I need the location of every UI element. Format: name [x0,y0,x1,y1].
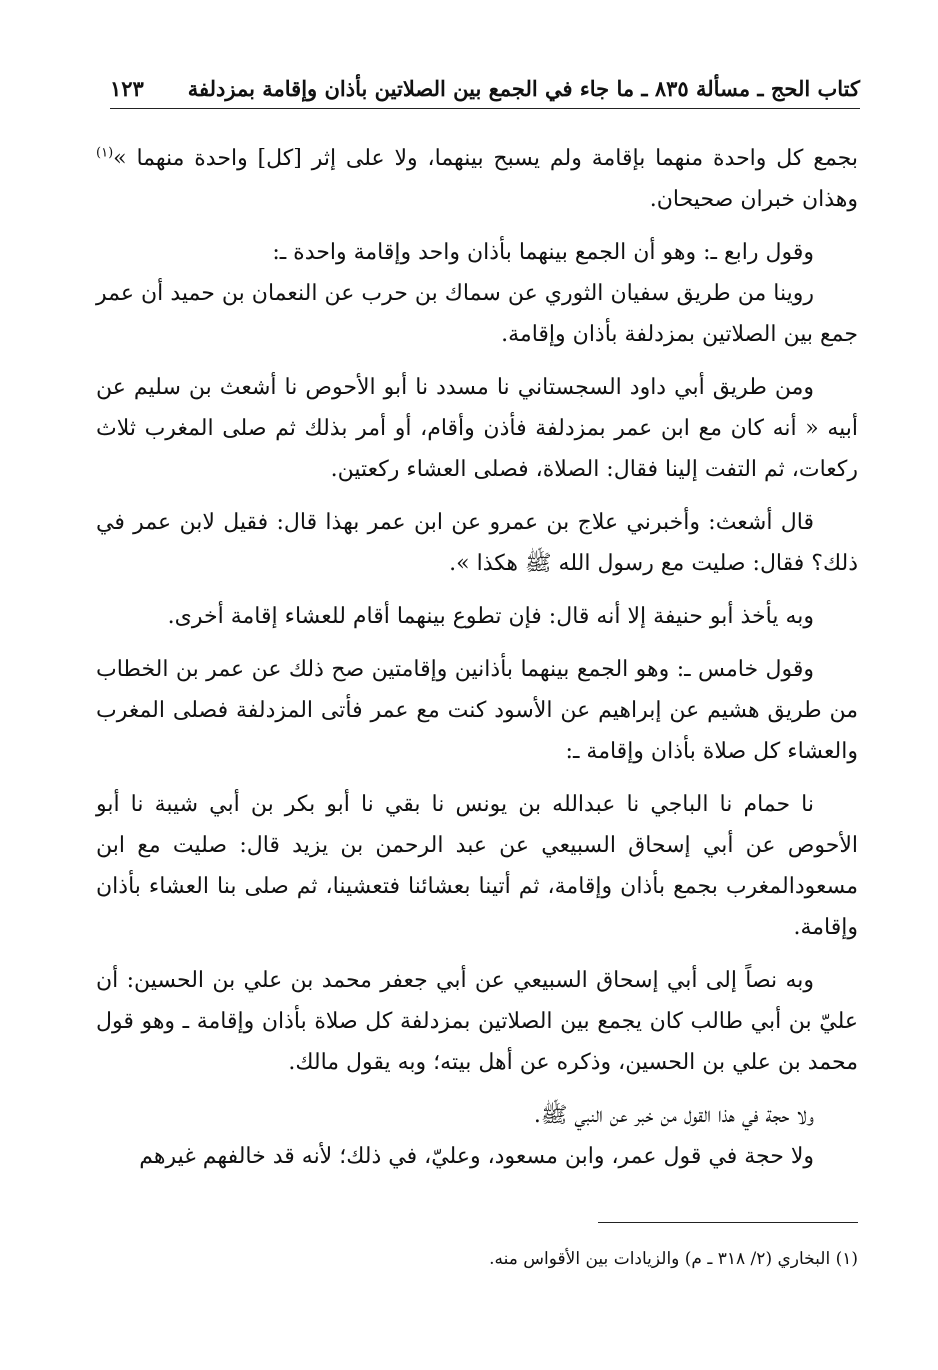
footnote-divider [598,1222,858,1223]
paragraph: وقول رابع ـ: وهو أن الجمع بينهما بأذان واحد وإقامة واحدة ـ: [272,240,814,265]
paragraph: وقول خامس ـ: وهو الجمع بينهما بأذانين وإقامتين صح ذلك عن عمر بن الخطاب من طريق هشيم عن إبراهيم عن الأسود كنت مع عمر فأتى المزدلفة فصلى المغرب والعشاء كل صلاة بأذان وإقامة ـ: [96,657,858,764]
paragraph-text: وهذان خبران صحيحان. [649,187,858,212]
main-text [96,138,858,1189]
paragraph: وبه نصاً إلى أبي إسحاق السبيعي عن أبي جعفر محمد بن علي بن الحسين: أن عليّ بن أبي طالب كان يجمع بين الصلاتين بمزدلفة كل صلاة بأذان وإقامة ـ وهو قول محمد بن علي بن الحسين، وذكره عن أهل بيته؛ وبه يقول مالك. [96,968,858,1075]
footnote: (١) البخاري (٢/ ٣١٨ ـ م) والزيادات بين الأقواس منه. [489,1249,858,1269]
page-number: ١٢٣ [110,75,144,101]
paragraph: ولا حجة في هذا القول من خبر عن النبي ﷺ. [533,1103,814,1128]
paragraph: ولا حجة في قول عمر، وابن مسعود، وعليّ، في ذلك؛ لأنه قد خالفهم غيرهم [139,1144,814,1169]
footnote-marker: (١) [96,145,114,161]
paragraph-text: بجمع كل واحدة منهما بإقامة ولم يسبح بينهما، ولا على إثر [كل] واحدة منهما » [113,146,858,171]
paragraph: قال أشعث: وأخبرني علاج بن عمرو عن ابن عمر بهذا قال: فقيل لابن عمر في ذلك؟ فقال: صليت مع رسول الله ﷺ هكذا ». [96,510,858,576]
header-title: كتاب الحج ـ مسألة ٨٣٥ ـ ما جاء في الجمع بين الصلاتين بأذان وإقامة بمزدلفة [187,75,860,101]
paragraph: ومن طريق أبي داود السجستاني نا مسدد نا أبو الأحوص نا أشعث بن سليم عن أبيه « أنه كان مع ابن عمر بمزدلفة فأذن وأقام، أو أمر بذلك ثم صلى المغرب ثلاث ركعات، ثم التفت إلينا فقال: الصلاة، فصلى العشاء ركعتين. [96,375,858,482]
paragraph [96,138,858,220]
paragraph: وبه يأخذ أبو حنيفة إلا أنه قال: فإن تطوع بينهما أقام للعشاء إقامة أخرى. [167,604,814,629]
paragraph: روينا من طريق سفيان الثوري عن سماك بن حرب عن النعمان بن حميد أن عمر جمع بين الصلاتين بمزدلفة بأذان وإقامة. [96,281,858,347]
running-header [110,68,860,109]
paragraph: نا حمام نا الباجي نا عبدالله بن يونس نا بقي نا أبو بكر بن أبي شيبة نا أبو الأحوص عن أبي إسحاق السبيعي عن عبد الرحمن بن يزيد قال: صليت مع ابن مسعودالمغرب بجمع بأذان وإقامة، ثم أتينا بعشائنا فتعشينا، ثم صلى بنا العشاء بأذان وإقامة. [96,792,858,940]
